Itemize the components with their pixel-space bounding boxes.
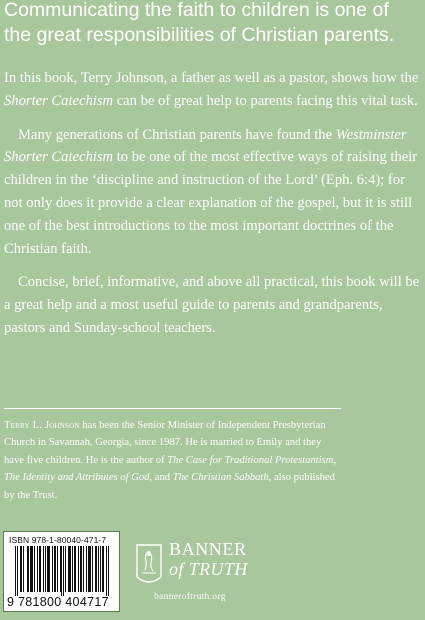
barcode-bar (60, 546, 61, 592)
barcode-bar (57, 546, 58, 592)
author-bio: Terry L. Johnson has been the Senior Minister of Independent Presbyterian Church in Savannah, Georgia, since 1987. He is married to Emily and they have five children. He is the author of The Case for Traditional Protestantism, The Identity and Attributes of God, and The Christian Sabbath, also published by the Trust. (4, 420, 337, 501)
barcode-bar (96, 546, 97, 592)
barcode-bar (69, 546, 70, 592)
barcode-bar (106, 546, 107, 596)
barcode-bar (108, 546, 109, 596)
barcode-bar (70, 546, 71, 592)
barcode-bar (48, 546, 49, 592)
publisher-name: BANNER of TRUTH (169, 539, 248, 579)
barcode-bar (21, 546, 22, 592)
barcode-bar (83, 546, 84, 592)
barcode-bars (15, 546, 111, 596)
barcode-bar (32, 546, 33, 592)
barcode-bar (28, 546, 29, 592)
barcode-bar (88, 546, 89, 592)
barcode-bar (98, 546, 99, 592)
barcode-bar (95, 546, 96, 592)
barcode-bar (47, 546, 48, 592)
blurb-paragraph-2: Many generations of Christian parents have found the Westminster Shorter Catechism to be one of the most effective ways of raising their children in the ‘discipline and instruction of the Lord’ (Eph. 6:4); for not only does it provide a clear explanation of the gospel, but it is still one of the best introductions to the most important doctrines of the Christian faith. (4, 126, 418, 257)
blurb-paragraph-1: In this book, Terry Johnson, a father as well as a pastor, shows how the Shorter Catechism can be of great help to parents facing this vital task. (4, 70, 419, 109)
book-title: The Case for Traditional Protestantism (167, 454, 334, 466)
divider (4, 408, 341, 409)
barcode-bar (37, 546, 38, 592)
barcode-bar (23, 546, 24, 592)
barcode-bar (100, 546, 101, 592)
barcode-bar (102, 546, 103, 592)
author-name: Terry L. Johnson (4, 420, 80, 431)
barcode-bar (45, 546, 46, 592)
book-title: The Identity and Attributes of God (4, 472, 150, 484)
blurb (4, 67, 422, 351)
barcode-bar (20, 546, 21, 592)
publisher-website: banneroftruth.org (154, 592, 226, 602)
barcode-digits: 9 781800 404717 (7, 595, 109, 609)
isbn-label: ISBN 978-1-80040-471-7 (9, 535, 107, 545)
barcode-bar (31, 546, 32, 592)
barcode-bar (49, 546, 50, 592)
barcode-bar (61, 546, 62, 596)
barcode-bar (65, 546, 66, 592)
barcode-bar (17, 546, 18, 596)
barcode-bar (92, 546, 93, 592)
barcode-bar (90, 546, 91, 592)
barcode-bar (81, 546, 82, 592)
barcode-bar (34, 546, 35, 592)
barcode-bar (55, 546, 56, 592)
barcode-bar (43, 546, 44, 592)
blurb-paragraph-3: Concise, brief, informative, and above all practical, this book will be a great help and a most useful guide to parents and grandparents, pastors and Sunday-school teachers. (4, 274, 420, 336)
barcode-bar (52, 546, 53, 592)
barcode-bar (74, 546, 75, 592)
barcode-bar (40, 546, 41, 592)
barcode-bar (39, 546, 40, 592)
barcode-bar (15, 546, 16, 596)
barcode (3, 531, 120, 612)
barcode-bar (78, 546, 79, 592)
barcode-bar (27, 546, 28, 592)
barcode-bar (75, 546, 76, 592)
barcode-bar (63, 546, 64, 596)
barcode-bar (80, 546, 81, 592)
barcode-bar (54, 546, 55, 592)
barcode-bar (89, 546, 90, 592)
headline: Communicating the faith to children is one of the great responsibilities of Christian parents. (4, 0, 395, 46)
barcode-bar (103, 546, 104, 592)
barcode-bar (30, 546, 31, 592)
barcode-bar (68, 546, 69, 592)
barcode-bar (86, 546, 87, 592)
book-title: The Christian Sabbath (172, 472, 269, 484)
banner-of-truth-logo-icon (134, 543, 164, 587)
barcode-bar (72, 546, 73, 592)
